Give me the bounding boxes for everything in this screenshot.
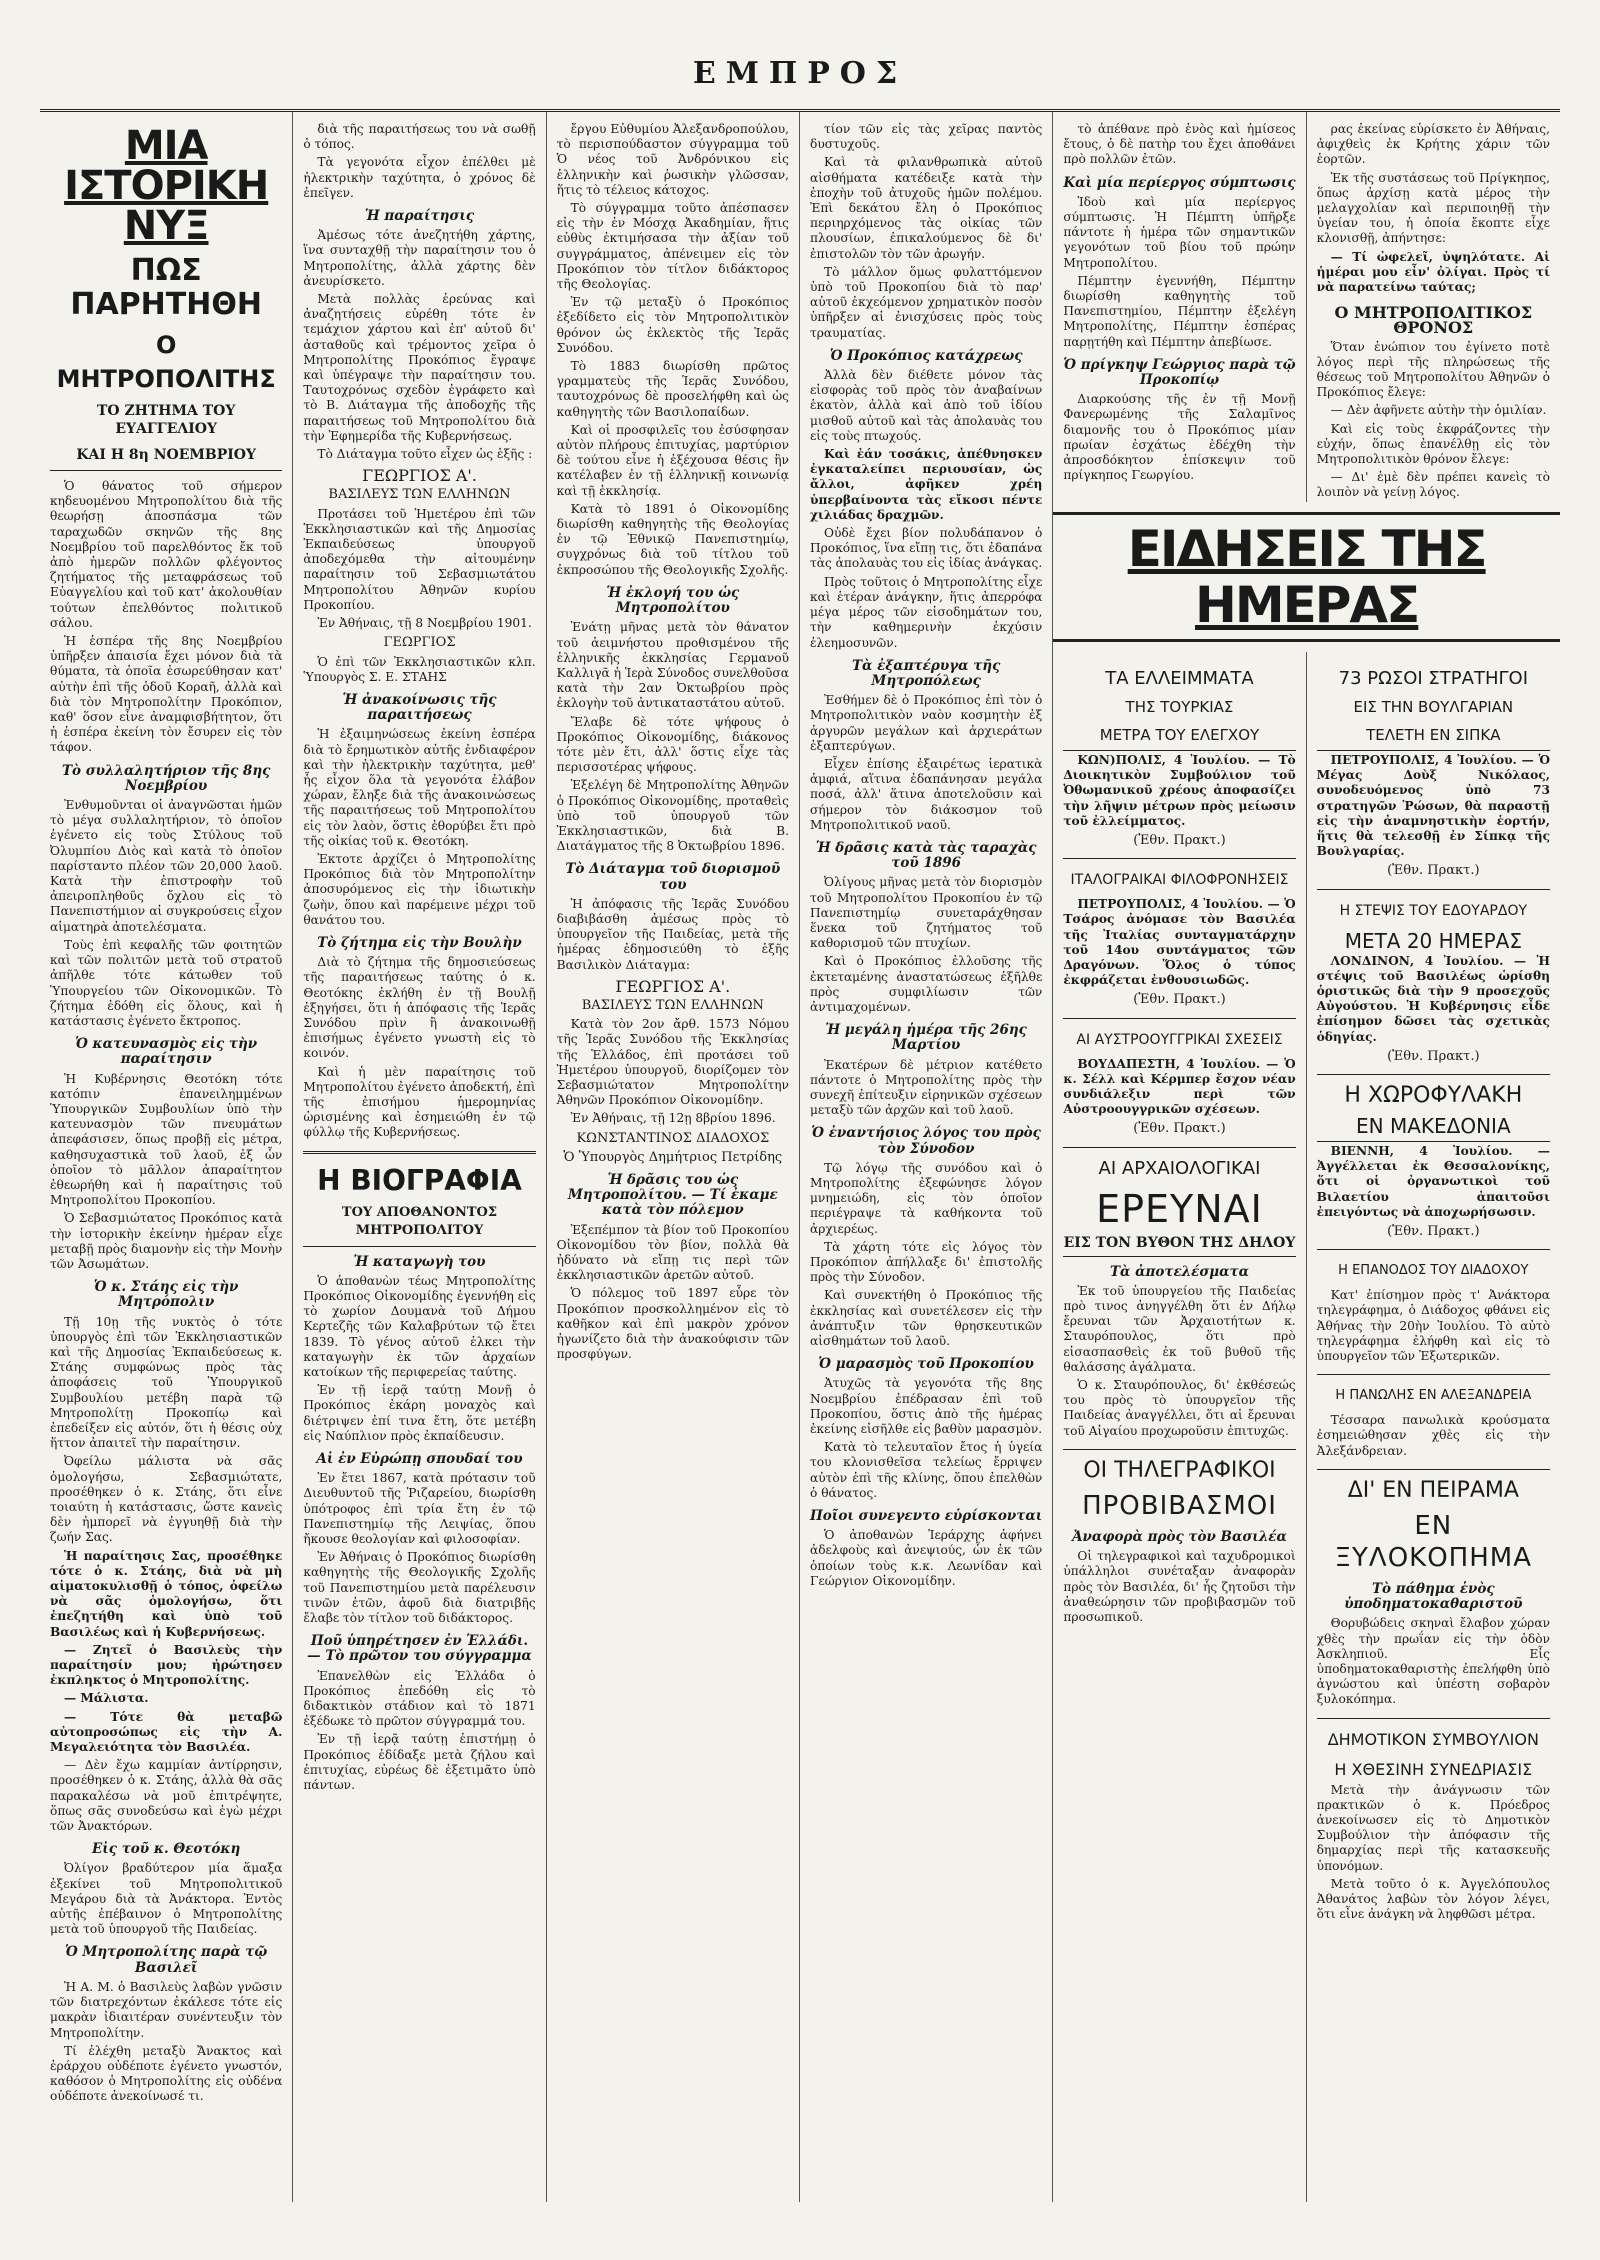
news-subheadline: ΤΗΣ ΤΟΥΡΚΙΑΣ xyxy=(1125,698,1234,716)
paragraph: Ἐκατέρων δὲ μέτριον κατέθετο πάντοτε ὁ Μητροπολίτης πρὸς τὴν συνεχῆ ἐπίτευξιν εἰρηνικῶν σχέσεων μεταξὺ τῶν ἀρχῶν καὶ τοῦ λαοῦ. xyxy=(809,1057,1043,1118)
news-subheadline: ΕΙΣ ΤΗΝ ΒΟΥΛΓΑΡΙΑΝ xyxy=(1353,698,1514,716)
paragraph: Καὶ ἡ μὲν παραίτησις τοῦ Μητροπολίτου ἐγένετο ἀποδεκτή, ἐπὶ τῆς ἐπισήμου ἡμερομηνίας ὡρισμένης καὶ ἐσημειώθη ἐν τῷ φύλλῳ τῆς Κυβερνήσεως. xyxy=(303,1064,536,1140)
paragraph: Ὁ ἀποθανὼν Ἱεράρχης ἀφήνει ἀδελφοὺς καὶ ἀνεψιούς, ὧν ἐκ τῶν ὁποίων τοὺς κ.κ. Λεωνίδαν καὶ Γεώργιον Οἰκονομίδην. xyxy=(809,1528,1043,1588)
paragraph: Οἱ τηλεγραφικοὶ καὶ ταχυδρομικοὶ ὑπάλληλοι συνέταξαν ἀναφορὰν πρὸς τὸν Βασιλέα, δι' ἧς ζητοῦσι τὴν ἀναθεώρησιν τῶν προβιβασμῶν τοῦ προσωπικοῦ. xyxy=(1063,1549,1296,1624)
news-dispatch: ΒΟΥΔΑΠΕΣΤΗ, 4 Ἰουλίου. — Ὁ κ. Σέλλ καὶ Κέρμπερ ἔσχον νέαν συνδιάλεξιν περὶ τῶν Αὐστροουγγρικῶν σχέσεων. xyxy=(1063,1056,1296,1117)
paragraph: Κατ' ἐπίσημον πρὸς τ' Ἀνάκτορα τηλεγράφημα, ὁ Διάδοχος φθάνει εἰς Ἀθήνας τὴν 20ὴν Ἰουλίου. Τὸ αὐτὸ τηλεγράφημα ἐλήφθη καὶ εἰς τὸ ὑπουργεῖον τῶν Ἐξωτερικῶν. xyxy=(1316,1288,1550,1364)
paragraph: Ὁ Σεβασμιώτατος Προκόπιος κατὰ τὴν ἱστορικὴν ἐκείνην ἡμέραν εἶχε μεταβῇ πρὸς διαμονὴν εἰς τὴν Μονὴν τῶν Ἀσωμάτων. xyxy=(50,1211,283,1271)
paragraph: Ἐκτοτε ἀρχίζει ὁ Μητροπολίτης Προκόπιος διὰ τὸν Μητροπολίτην ἀποσυρόμενος εἰς τὴν ἰδιωτικὴν ζωὴν, ὅπου καὶ παρέμεινε μέχρι τοῦ θανάτου του. xyxy=(303,851,536,927)
news-dispatch: ΒΙΕΝΝΗ, 4 Ἰουλίου. — Ἀγγέλλεται ἐκ Θεσσαλονίκης, ὅτι οἱ ὀργανωτικοὶ τοῦ Βιλαετίου ἀπαιτοῦσι ἐπειγόντως νὰ ἀποχωρήσωσιν. xyxy=(1316,1144,1550,1219)
paragraph: Τί ἐλέχθη μεταξὺ Ἄνακτος καὶ ἐράρχου οὐδέποτε ἐγένετο γνωστόν, καθόσον ὁ Μητροπολίτης εἰς οὐδένα οὐδέποτε ἀνεκοίνωσέ τι. xyxy=(50,2043,283,2104)
column-2 xyxy=(293,112,546,2202)
paragraph: — Δὲν ἀφῆνετε αὐτὴν τὴν ὁμιλίαν. xyxy=(1330,403,1547,418)
news-headline: ΑΙ ΑΥΣΤΡΟΟΥΓΓΡΙΚΑΙ ΣΧΕΣΕΙΣ xyxy=(1063,1018,1295,1053)
column-4 xyxy=(800,112,1053,2202)
paragraph: Τέσσαρα πανωλικὰ κρούσματα ἐσημειώθησαν χθὲς εἰς τὴν Ἀλεξάνδρειαν. xyxy=(1316,1413,1550,1458)
paragraph: Ἡ ἀπόφασις τῆς Ἱερᾶς Συνόδου διαβιβάσθη ἀμέσως πρὸς τὸ ὑπουργεῖον τῆς Παιδείας, μετὰ τῆς ἡμέρας ἐδημοσιεύθη τὸ ἑξῆς Βασιλικὸν Διάταγμα: xyxy=(556,896,789,972)
news-dispatch: ΛΟΝΔΙΝΟΝ, 4 Ἰουλίου. — Ἡ στέψις τοῦ Βασιλέως ὡρίσθη ὁριστικῶς διὰ τὴν 9 προσεχοῦς Αὐγούστου. Ἡ Κυβέρνησις εἶδε ἐπίσημον δῶσει τὰς σχετικὰς ὁδηγίας. xyxy=(1316,953,1550,1044)
paragraph: Ὁ θάνατος τοῦ σήμερον κηδευομένου Μητροπολίτου διὰ τῆς θεωρήσῃ ἀποσπάσμα τῶν ταραχωδῶν σκηνῶν τῆς 8ης Νοεμβρίου τοῦ παρελθόντος ἔκ τοῦ ἀπὸ ἡμερῶν πολλῶν φλέγοντος ζητήματος τῆς μεταφράσεως τοῦ Εὐαγγελίου καὶ τοῦ κατ' ἀκολουθίαν τούτων ἐπελθόντος πολιτικοῦ σάλου. xyxy=(50,479,283,630)
paragraph-bold: Καὶ ἐάν τοσάκις, ἀπέθνησκεν ἐγκαταλείπει περιουσίαν, ὡς ἄλλοι, ἀφῆκεν χρέη ὑπερβαίνοντα τὰς εἴκοσι πέντε χιλιάδας δραχμῶν. xyxy=(809,447,1043,522)
decree-signature: ΓΕΩΡΓΙΟΣ Α'. xyxy=(362,466,477,486)
news-headline: ΤΑ ΕΛΛΕΙΜΜΑΤΑ xyxy=(1105,668,1254,689)
decree-signature: ΓΕΩΡΓΙΟΣ xyxy=(383,635,456,651)
paragraph: Ἐξελέγη δὲ Μητροπολίτης Ἀθηνῶν ὁ Προκόπιος Οἰκονομίδης, προταθεὶς ὑπὸ τοῦ ὑπουργοῦ τῶν Ἐκκλησιαστικῶν, διὰ Β. Διατάγματος τῆς 8 Ὀκτωβρίου 1896. xyxy=(556,778,789,854)
section-heading: Εἰς τοῦ κ. Θεοτόκη xyxy=(91,1841,241,1858)
paragraph: Καὶ ὁ Προκόπιος ἐλλοῦσης τῆς ἐκτεταμένης ἀναστατώσεως ἐξῆλθε πρὸς συμφιλίωσιν τῶν ἀντιμαχομένων. xyxy=(809,954,1043,1014)
paragraph: Διὰ τὸ ζήτημα τῆς δημοσιεύσεως τῆς παραιτήσεως ταύτης ὁ κ. Θεοτόκης ἐκλήθη ἐν τῇ Βουλῇ ἐξηγήσει, ὅτι ἡ ἀπόφασις τῆς Ἱερᾶς Συνόδου πρὶν ἢ ἀνακοινωθῇ ἐπισήμως ἐγένετο γνωστὴ εἰς τὸ κοινόν. xyxy=(303,955,536,1061)
paragraph: Ἐσθήμεν δὲ ὁ Προκόπιος ἐπὶ τὸν ὁ Μητροπολιτικὸν ναὸν κοσμητὴν ἐξ ἀργυρῶν μεγάλων καὶ ἀρχιεράτων ἐξαπτερύγων. xyxy=(809,693,1043,753)
section-heading: Ἡ ἐκλογή του ὡς Μητροπολίτου xyxy=(606,584,740,617)
paragraph: Τοὺς ἐπὶ κεφαλῆς τῶν φοιτητῶν καὶ τῶν πολιτῶν μετὰ τοῦ στρατοῦ ἀπῆλθε τότε κάτωθεν τοῦ Ὑπουργείου τῶν Οἰκονομικῶν. Τὸ ζήτημα ἐδόθη εἰς ὅλους, καὶ ἡ κατάστασις ἐγένετο ἔκτροπος. xyxy=(50,937,283,1028)
paragraph: — Δὲν ἔχω καμμίαν ἀντίρρησιν, προσέθηκεν ὁ κ. Στάης, ἀλλὰ θὰ σᾶς παρακαλέσω νὰ μοῦ ἐπιτρέψητε, ὅπως σᾶς συνοδεύσω καὶ ἐγὼ μέχρι τῶν Ἀνακτόρων. xyxy=(50,1758,283,1834)
paragraph: Μετὰ πολλὰς ἐρεύνας καὶ ἀναζητήσεις εὑρέθη τότε ἐν τεμάχιον χάρτου καὶ ἐπ' αὐτοῦ δι' ἀσταθοῦς καὶ τρέμοντος χεῖρα ὁ Μητροπολίτης Προκόπιος ἔγραψε καὶ ὑπέγραψε τὴν παραίτησιν του. Ταυτοχρόνως σχεδὸν ἐγράφετο καὶ τὸ Β. Διάταγμα τῆς ἀποδοχῆς τῆς παραιτήσεως τοῦ Μητροπολίτου διὰ τὴν Ἐφημερίδα τῆς Κυβερνήσεως. xyxy=(303,292,536,443)
news-subheadline: ΜΕΤΡΑ ΤΟΥ ΕΛΕΓΧΟΥ xyxy=(1063,724,1295,751)
paragraph: Τὸ 1883 διωρίσθη πρῶτος γραμματεὺς τῆς Ἱερᾶς Συνόδου, ταυτοχρόνως δὲ προσελήφθη καὶ ὡς καθηγητὴς τῶν Βασιλοπαίδων. xyxy=(556,359,789,419)
paragraph: Ἡ Α. Μ. ὁ Βασιλεὺς λαβὼν γνῶσιν τῶν διατρεχόντων ἐκάλεσε τότε εἰς μακρὰν ἰδιαιτέραν συνέντευξιν τὸν Μητροπολίτην. xyxy=(50,1979,283,2040)
column-5-top xyxy=(1053,112,1306,502)
paragraph-bold: — Τί ὠφελεῖ, ὑψηλότατε. Αἱ ἡμέραι μου εἶν' ὀλίγαι. Πρὸς τί νὰ παρατείνω ταύτας; xyxy=(1316,249,1550,295)
news-headline: Η ΕΠΑΝΟΔΟΣ ΤΟΥ ΔΙΑΔΟΧΟΥ xyxy=(1317,1249,1550,1284)
section-heading: Ὁ μαρασμὸς τοῦ Προκοπίου xyxy=(818,1356,1034,1373)
paragraph: Ἐν Ἀθήναις ὁ Προκόπιος διωρίσθη καθηγητὴς τῆς Θεολογικῆς Σχολῆς τοῦ Πανεπιστημίου μετὰ παρέλευσιν τινῶν ἐτῶν, ἀφοῦ διὰ διατριβῆς ἔλαβε τὸν τίτλον τοῦ διδάκτορος. xyxy=(303,1550,536,1626)
section-heading: Ἡ δρᾶσις του ὡς Μητροπολίτου. — Τί ἐκαμε κατὰ τὸν πόλεμον xyxy=(567,1172,778,1219)
paragraph: Ἀλλὰ δὲν διέθετε μόνον τὰς εἰσφορὰς τοῦ πρὸς τὸν ἀναβαίνων ἑκατὸν, ἀλλὰ καὶ ἀπὸ τοῦ ἰδίου μισθοῦ αὐτοῦ καὶ τὰς ἀπολαυὰς του εἰς τοὺς πτωχούς. xyxy=(809,368,1043,443)
section-heading: Τὸ ζήτημα εἰς τὴν Βουλὴν xyxy=(317,934,522,951)
news-source: (Ἐθν. Πρακτ.) xyxy=(1133,992,1226,1008)
news-source: (Ἐθν. Πρακτ.) xyxy=(1387,863,1480,879)
column-1 xyxy=(40,112,293,2202)
paragraph: Ἐν τῇ ἱερᾷ ταύτῃ Μονῇ ὁ Προκόπιος ἐκάρη μοναχὸς καὶ διέτριψεν ἐπί τινα ἔτη, ὅτε μετέβη εἰς Ναύπλιον πρὸς ἐκπαίδευσιν. xyxy=(303,1383,536,1443)
news-source: (Ἐθν. Πρακτ.) xyxy=(1387,1224,1480,1240)
paragraph: Θορυβώδεις σκηναὶ ἔλαβον χώραν χθὲς τὴν πρωΐαν εἰς τὴν ὁδὸν Ἀσκληπιοῦ. Εἷς ὑποδηματοκαθαριστὴς ἐπελήφθη ὑπὸ ἀγνώστου καὶ ὑπέστη σοβαρὸν ξυλοκόπημα. xyxy=(1316,1616,1550,1707)
paragraph: Καὶ εἰς τοὺς ἐκφράζοντες τὴν εὐχήν, ὅπως ἐπανέλθῃ εἰς τὸν Μητροπολιτικὸν θρόνον ἔλεγε: xyxy=(1316,421,1550,467)
news-headline: Η ΠΑΝΩΛΗΣ ΕΝ ΑΛΕΞΑΝΔΡΕΙΑ xyxy=(1317,1374,1550,1409)
news-source: (Ἐθν. Πρακτ.) xyxy=(1133,833,1226,849)
news-subheadline: ΕΝ ΜΑΚΕΔΟΝΙΑ xyxy=(1317,1115,1550,1142)
headline-sub: ΠΩΣ ΠΑΡΗΤΗΘΗ xyxy=(70,253,262,322)
column-6-top xyxy=(1307,112,1560,502)
decree-signature: ΓΕΩΡΓΙΟΣ Α'. xyxy=(615,976,731,996)
paragraph: Ὁ ἀποθανὼν τέως Μητροπολίτης Προκόπιος Οἰκονομίδης ἐγεννήθη εἰς τὸ χωρίον Δουμανὰ τοῦ Δήμου Κερτεζῆς τῶν Καλαβρύτων τῷ ἔτει 1839. Τὸ γένος αὐτοῦ ἐλκει τὴν καταγωγὴν ἐκ τῶν ἀρχαίων κατοίκων τῆς περιφερείας ταύτης. xyxy=(303,1273,536,1380)
masthead xyxy=(40,48,1560,112)
paragraph: Τὸ σύγγραμμα τοῦτο ἀπέσπασεν εἰς τὴν ἐν Μόσχᾳ Ἀκαδημίαν, ἥτις εὐθὺς ἐκτιμήσασα τὴν ἀξίαν τοῦ συγγράμματος, ἀπένειμεν εἰς τὸν Προκόπιον τὸν τίτλον διδάκτορος τῆς Θεολογίας. xyxy=(556,201,789,292)
section-heading: Ἡ μεγάλη ἡμέρα τῆς 26ης Μαρτίου xyxy=(825,1022,1027,1054)
news-source: (Ἐθν. Πρακτ.) xyxy=(1133,1121,1226,1137)
section-heading: Ὁ πρίγκηψ Γεώργιος παρὰ τῷ Προκοπίῳ xyxy=(1063,356,1296,389)
column-6-bottom xyxy=(1307,652,1560,2202)
paragraph: διὰ τῆς παραιτήσεως του νὰ σωθῇ ὁ τόπος. xyxy=(303,122,536,152)
paragraph: Καὶ συνεκτήθη ὁ Προκόπιος τῆς ἐκκλησίας καὶ συνετέλεσεν εἰς τὴν ἀνάπτυξιν τῶν θρησκευτικῶν αἰσθημάτων τοῦ λαοῦ. xyxy=(809,1288,1043,1349)
news-headline: Η ΧΩΡΟΦΥΛΑΚΗ xyxy=(1317,1074,1550,1109)
section-heading: Ποῦ ὑπηρέτησεν ἐν Ἑλλάδι. — Τὸ πρῶτον του σύγγραμμα xyxy=(307,1633,532,1665)
decree-signature: ΚΩΝΣΤΑΝΤΙΝΟΣ ΔΙΑΔΟΧΟΣ xyxy=(576,1130,770,1146)
headline-sub-2: Ο ΜΗΤΡΟΠΟΛΙΤΗΣ xyxy=(56,331,276,393)
news-headline: ΟΙ ΤΗΛΕΓΡΑΦΙΚΟΙ xyxy=(1063,1449,1295,1484)
paragraph: Ὁ κ. Σταυρόπουλος, δι' ἐκθέσεώς του πρὸς τὸ ὑπουργεῖον τῆς Παιδείας ἀναγγέλλει, ὅτι αἱ ἔρευναι τοῦ Αἰγαίου προχωροῦσιν ἐπιτυχῶς. xyxy=(1063,1378,1296,1438)
paragraph: Εἶχεν ἐπίσης ἐξαιρέτως ἱερατικὰ ἀμφιά, αἵτινα ἐδαπάνησαν μεγάλα ποσά, ἀλλ' ἅτινα ἀποτελοῦσιν καὶ σήμερον τὸν διάκοσμον τοῦ Μητροπολιτικοῦ ναοῦ. xyxy=(809,756,1043,832)
columns-5-6-bottom xyxy=(1053,652,1560,2202)
section-heading: Ποῖοι συνεγεντο εὑρίσκονται xyxy=(810,1508,1043,1525)
decree-title: ΒΑΣΙΛΕΥΣ ΤΩΝ ΕΛΛΗΝΩΝ xyxy=(581,997,764,1013)
news-headline: ΔΗΜΟΤΙΚΟΝ ΣΥΜΒΟΥΛΙΟΝ xyxy=(1317,1718,1550,1753)
paragraph: Ἐν τῷ μεταξὺ ὁ Προκόπιος ἐξεδίδετο εἰς τὸν Μητροπολιτικὸν θρόνον ὡς ἐκλεκτὸς τῆς Ἱερᾶς Συνόδου. xyxy=(556,295,789,355)
paragraph: Κατὰ τὸ 1891 ὁ Οἰκονομίδης διωρίσθη καθηγητὴς τῆς Θεολογίας ἐν τῷ Ἐθνικῷ Πανεπιστημίῳ, συγχρόνως διὰ τοῦ τίτλου τοῦ ἐκπροσώπου τῆς Θεολογικῆς Σχολῆς. xyxy=(556,501,789,577)
paragraph-bold: Ἡ παραίτησις Σας, προσέθηκε τότε ὁ κ. Στάης, διὰ νὰ μὴ αἱματοκυλισθῇ ὁ τόπος, ὀφείλω νὰ σᾶς ὁμολογήσω, ὅτι ἐπεζητήθη καὶ ὑπὸ τοῦ Βασιλέως καὶ ἡ Κυβερνήσεως. xyxy=(50,1548,283,1639)
paragraph: Ἐνάτῃ μῆνας μετὰ τὸν θάνατον τοῦ ἀειμνήστου προθισμένου τῆς ἑλληνικῆς ἐκκλησίας Γερμανοῦ Καλλιγᾶ ἡ Ἱερὰ Σύνοδος συνελθοῦσα κατὰ τὴν 2αν Ὀκτωβρίου πρὸς ἐκλογὴν τοῦ ἀντικαταστάτου αὐτοῦ. xyxy=(556,620,789,711)
columns-5-6-top xyxy=(1053,112,1560,502)
divider xyxy=(303,1151,535,1154)
paragraph: Ἐξεπέμπον τὰ βίον τοῦ Προκοπίου Οἰκονομίδου τὸν βίον, πολλὰ θὰ ἠδύνατο νὰ εἴπῃ τις περὶ τῶν ἐκκλησιαστικῶν ἀρετῶν αὐτοῦ. xyxy=(556,1222,789,1283)
paragraph: τίον τῶν εἰς τὰς χεῖρας παντὸς δυστυχοῦς. xyxy=(809,122,1043,152)
paragraph: Τὸ μάλλον ὅμως φυλαττόμενον ὑπὸ τοῦ Προκοπίου διὰ τὸ παρ' αὐτοῦ ἐκχεόμενον χρηματικὸν ποσὸν ὑπῆρξεν αἱ ἐνισχύσεις πρὸς τοὺς τραυματίας. xyxy=(809,264,1043,340)
section-heading: Ὁ κατευνασμὸς εἰς τὴν παραίτησιν xyxy=(75,1036,258,1068)
columns-5-6 xyxy=(1053,112,1560,2202)
section-heading: Ἡ ἀνακοίνωσις τῆς παραιτήσεως xyxy=(342,691,497,724)
biography-headline: Η ΒΙΟΓΡΑΦΙΑ xyxy=(317,1163,522,1197)
paragraph: Καὶ οἱ προσφιλεῖς του ἐσύσφησαν αὐτὸν πλήρους ἐπιτυχίας, μαρτύριον δὲ τούτου εἶνε ἡ ἐξέχουσα θέσις ἣν κατέλαβεν ἐν τῇ ἑλληνικῇ κοινωνίᾳ καὶ τῇ ἐκκλησίᾳ. xyxy=(556,422,789,498)
section-heading: Τὸ Διάταγμα τοῦ διορισμοῦ του xyxy=(565,861,781,893)
news-headline: ΙΤΑΛΟΓΡΑΙΚΑΙ ΦΙΛΟΦΡΟΝΗΣΕΙΣ xyxy=(1063,858,1295,893)
news-headline: ΔΙ' ΕΝ ΠΕΙΡΑΜΑ xyxy=(1317,1469,1550,1504)
headline-sub-3: ΤΟ ΖΗΤΗΜΑ ΤΟΥ ΕΥΑΓΓΕΛΙΟΥ xyxy=(96,403,236,437)
paragraph: ἔργου Εὐθυμίου Ἀλεξανδροπούλου, τὸ περισπούδαστον σύγγραμμα τοῦ Ὁ νέος τοῦ Ἀνδρόνικου εἰς ἑλληνικὴν καὶ ῥωσικὴν γλῶσσαν, ἥτις τὸ τέλειος κάτοχος. xyxy=(556,122,789,197)
decree-title: ΒΑΣΙΛΕΥΣ ΤΩΝ ΕΛΛΗΝΩΝ xyxy=(328,487,511,503)
paragraph: Κατὰ τὸ τελευταῖον ἔτος ἡ ὑγεία του κλονισθεῖσα τελείως ἔρριψεν αὐτὸν ἐπὶ τῆς κλίνης, ὅπου ἐπελθὼν ὁ θάνατος. xyxy=(809,1440,1043,1500)
headline-main: ΜΙΑ ΙΣΤΟΡΙΚΗ ΝΥΞ xyxy=(64,123,269,249)
news-dispatch: ΠΕΤΡΟΥΠΟΛΙΣ, 4 Ἰουλίου. — Ὁ Τσάρος ἀνόμασε τὸν Βασιλέα τῆς Ἰταλίας συνταγματάρχην τοῦ 14ου συντάγματος τῶν Δραγόνων. Ὅλος ὁ τύπος ἐκφράζεται ἐνθουσιωδῶς. xyxy=(1063,897,1296,988)
paragraph: Προτάσει τοῦ Ἡμετέρου ἐπὶ τῶν Ἐκκλησιαστικῶν καὶ τῆς Δημοσίας Ἐκπαιδεύσεως ὑπουργοῦ ἀποδεχόμεθα τὴν αἰτουμένην παραίτησιν τοῦ Σεβασμιωτάτου Μητροπολίτου Ἀθηνῶν κυρίου Προκοπίου. xyxy=(303,506,536,612)
paragraph: Ἔλαβε δὲ τότε ψήφους ὁ Προκόπιος Οἰκονομίδης, διάκονος τότε μὲν ἔτι, ἀλλ' ὅστις εἶχε τὰς περισσοτέρας ψήφους. xyxy=(556,714,789,775)
news-subheadline: ΤΕΛΕΤΗ ΕΝ ΣΙΠΚΑ xyxy=(1317,724,1550,751)
news-headline: ΑΙ ΑΡΧΑΙΟΛΟΓΙΚΑΙ xyxy=(1063,1147,1295,1182)
paragraph: Ἀτυχῶς τὰ γεγονότα τῆς 8ης Νοεμβρίου ἐπέδρασαν ἐπὶ τοῦ Προκοπίου, ὅστις ἀπὸ τῆς ἡμέρας ἐκείνης εἰσῆλθε εἰς βαθὺν μαρασμὸν. xyxy=(809,1376,1043,1437)
paragraph: Ἡ Κυβέρνησις Θεοτόκη τότε κατόπιν ἐπανειλημμένων Ὑπουργικῶν Συμβουλίων ὑπὸ τὴν κατευνασμὸν τῶν πνευμάτων ἀπεφάσισεν, ὅπως προβῇ εἰς μέτρα, καθησυχαστικὰ τοῦ λαοῦ, ἐξ ὧν ὁποῖον τὸ μᾶλλον ἀπαραίτητον ἐθεωρήθη καὶ ἡ παραίτησις τοῦ Μητροπολίτου Προκοπίου. xyxy=(50,1071,283,1208)
section-heading: Ἀναφορὰ πρὸς τὸν Βασιλέα xyxy=(1072,1528,1287,1545)
masthead-title: ΕΜΠΡΟΣ xyxy=(692,56,908,91)
column-5-bottom xyxy=(1053,652,1306,2202)
news-headline-big: ΠΡΟΒΙΒΑΣΜΟΙ xyxy=(1082,1490,1277,1521)
paragraph: τὸ ἀπέθανε πρὸ ἑνὸς καὶ ἡμίσεος ἔτους, ὁ δὲ πατὴρ του ἔχει ἀποθάνει πρὸ πολλῶν ἐτῶν. xyxy=(1063,122,1296,167)
paragraph: Ἐκ τῆς συστάσεως τοῦ Πρίγκηπος, ὅπως ἀρχίσῃ κατὰ μέρος τὴν μελαγχολίαν καὶ περιποιηθῇ τὴν ὑγείαν του, ἡ ὁποία ἔκοπτε εἶχε κλονισθῇ, ἀπήντησε: xyxy=(1316,170,1550,246)
news-headline: Η ΣΤΕΨΙΣ ΤΟΥ ΕΔΟΥΑΡΔΟΥ xyxy=(1317,889,1550,924)
paragraph: Ὀφείλω μάλιστα νὰ σᾶς ὁμολογήσω, Σεβασμιώτατε, προσέθηκεν ὁ κ. Στάης, ὅτι εἶνε τοιαύτη ἡ κατάστασις, ὥστε κανεὶς δὲν ἠμπορεῖ νὰ ἐγγυηθῇ διὰ τὴν ζωήν Σας. xyxy=(50,1454,283,1545)
paragraph: — Δι' ἐμὲ δὲν πρέπει κανεὶς τὸ λοιπὸν νὰ γείνῃ λόγος. xyxy=(1316,470,1550,500)
paragraph: Τὰ χάρτη τότε εἰς λόγος τὸν Προκόπιον ἀπήλλαξε δι' ἐπιστολῆς πρὸς τὴν Σύνοδον. xyxy=(809,1239,1043,1285)
paragraph: Ἀμέσως τότε ἀνεζητήθη χάρτης, ἵνα συνταχθῇ τὴν παραίτησιν του ὁ Μητροπολίτης, ἀλλὰ χάρτης δὲν ἀνευρίσκετο. xyxy=(303,228,536,288)
section-heading: Ἡ δρᾶσις κατὰ τὰς ταραχὰς τοῦ 1896 xyxy=(815,839,1037,872)
paragraph: Τῇ 10ῃ τῆς νυκτὸς ὁ τότε ὑπουργὸς ἐπὶ τῶν Ἐκκλησιαστικῶν καὶ τῆς Δημοσίας Ἐκπαιδεύσεως κ. Στάης συμφώνως πρὸς τὰς ἀποφάσεις τοῦ Ὑπουργικοῦ Συμβουλίου μετέβη παρὰ τῷ Μητροπολίτῃ Προκοπίῳ καὶ ἐπεδείξεν εἰς αὐτόν, ὅτι ἡ θέσις οὐχ ἥττον ἀπαιτεῖ τὴν παραίτησιν. xyxy=(50,1314,283,1451)
paragraph: Ὅταν ἐνώπιον του ἐγίνετο ποτὲ λόγος περὶ τῆς πληρώσεως τῆς θέσεως τοῦ Μητροπολίτου Ἀθηνῶν ὁ Προκόπιος ἔλεγε: xyxy=(1316,339,1550,400)
section-heading: Ὁ ἐναντήσιος λόγος του πρὸς τὸν Σύνοδον xyxy=(811,1125,1041,1157)
paragraph: Τὸ Διάταγμα τοῦτο εἶχεν ὡς ἑξῆς : xyxy=(317,447,533,462)
columns xyxy=(40,112,1560,2202)
news-subheadline: ΕΙΣ ΤΟΝ ΒΥΘΟΝ ΤΗΣ ΔΗΛΟΥ xyxy=(1063,1234,1295,1257)
paragraph: Μετὰ τὴν ἀνάγνωσιν τῶν πρακτικῶν ὁ κ. Πρόεδρος ἀνεκοίνωσεν εἰς τὸ Δημοτικὸν Συμβούλιον τὴν ἀπόφασιν τῆς δημαρχίας περὶ τῆς κατασκευῆς ὑπονόμων. xyxy=(1316,1782,1550,1873)
paragraph: Ἐν Ἀθήναις, τῇ 12ῃ 8βρίου 1896. xyxy=(570,1111,776,1126)
news-subheadline: Η ΧΘΕΣΙΝΗ ΣΥΝΕΔΡΙΑΣΙΣ xyxy=(1334,1759,1533,1779)
decree-minister: Ὁ Ὑπουργὸς Δημήτριος Πετρίδης xyxy=(563,1149,783,1165)
paragraph: Ἡ ἑσπέρα τῆς 8ης Νοεμβρίου ὑπῆρξεν ἀπαισία ἔχει μόνον διὰ τὰ θύματα, τὰ ὁποῖα ἐσωρεύθησαν κατ' αὐτὴν ἐπὶ τῆς ὁδοῦ Κοραῆ, ἀλλὰ καὶ διὰ τὸν Μητροπολίτην Προκόπιον, καθ' ὅσον εἶνε ἀναμφισβήτητον, ὅτι ἡ ἑσπέρα ἐκείνη τὸν ἔσυρεν εἰς τὸν τάφον. xyxy=(50,634,283,755)
column-3 xyxy=(547,112,800,2202)
section-heading: Τὰ ἀποτελέσματα xyxy=(1109,1263,1250,1280)
paragraph: Ἡ ἐξαιμηνώσεως ἐκείνη ἑσπέρα διὰ τὸ ἔρημωτικὸν αὐτῆς ἐνδιαφέρον καὶ τὴν ἠλεκτρικὴν ταχύτητα, μεθ' ἧς εἶχον ὅλα τὰ γεγονότα ἐλάβον χώραν, ἔληξε διὰ τῆς ἀνακοινώσεως τῆς παραιτήσεως τοῦ Μητροπολίτου εἰς τὸν λαὸν, ὅστις ἐθορύβει ἔτι πρὸ τῆς οἰκίας τοῦ κ. Θεοτόκη. xyxy=(303,727,536,848)
paragraph: Οὐδὲ ἔχει βίον πολυδάπανον ὁ Προκόπιος, ἵνα εἴπῃ τις, ὅτι ἐδαπάνα τὰς ἀπολαυὰς του εἰς ἰδίας ἀνάγκας. xyxy=(809,526,1043,571)
section-heading: Τὸ συλλαλητήριον τῆς 8ης Νοεμβρίου xyxy=(61,762,271,794)
news-source: (Ἐθν. Πρακτ.) xyxy=(1387,1048,1480,1064)
news-subheadline: ΜΕΤΑ 20 ΗΜΕΡΑΣ xyxy=(1344,928,1522,953)
news-headline: 73 ΡΩΣΟΙ ΣΤΡΑΤΗΓΟΙ xyxy=(1338,668,1529,689)
paragraph: Κατὰ τὸν 2ον ἄρθ. 1573 Νόμου τῆς Ἱερᾶς Συνόδου τῆς Ἐκκλησίας τῆς Ἑλλάδος, ἐπὶ προτάσει τοῦ Ἡμετέρου ὑπουργοῦ, διορίζομεν τὸν Σεβασμιώτατον Μητροπολίτην Ἀθηνῶν Προκόπιον Οἰκονομίδην. xyxy=(556,1017,789,1108)
news-dispatch: ΠΕΤΡΟΥΠΟΛΙΣ, 4 Ἰουλίου. — Ὁ Μέγας Δοὺξ Νικόλαος, συνοδευόμενος ὑπὸ 73 στρατηγῶν Ῥώσων, θὰ παραστῇ εἰς τὴν ἀναμνηστικὴν ἑορτήν, ἥτις θὰ τελεσθῇ ἐν Σίπκᾳ τῆς Βουλγαρίας. xyxy=(1316,753,1550,859)
section-heading: Ο ΜΗΤΡΟΠΟΛΙΤΙΚΟΣ ΘΡΟΝΟΣ xyxy=(1334,303,1533,338)
section-heading: Αἱ ἐν Εὐρώπῃ σπουδαί του xyxy=(316,1451,523,1468)
paragraph: Ἐν τῇ ἱερᾷ ταύτῃ ἐπιστήμῃ ὁ Προκόπιος ἐδίδαξε μετὰ ζήλου καὶ ἐπιτυχίας, εὐρέως δὲ ἐξετιμᾶτο ὑπὸ πάντων. xyxy=(303,1732,536,1793)
paragraph: Καὶ τὰ φιλανθρωπικὰ αὐτοῦ αἰσθήματα κατέδειξε κατὰ τὴν ἐποχὴν τοῦ ἀτυχοῦς ἡμῶν πολέμου. Ἐπὶ δεκάτου ἔλη ὁ Προκόπιος περιηρχόμενος τὰς οἰκίας τῶν πλουσίων, ἐπικαλούμενος δὲ δι' ἐπιστολῶν τὸν τῶν ἀρωγήν. xyxy=(809,155,1043,261)
paragraph: Ἐν Ἀθήναις, τῇ 8 Νοεμβρίου 1901. xyxy=(317,616,532,631)
paragraph: Τὰ γεγονότα εἶχον ἐπέλθει μὲ ἠλεκτρικὴν ταχύτητα, ὁ χρόνος δὲ ἐπεῖγεν. xyxy=(303,155,536,200)
paragraph: Ὁ ἐπὶ τῶν Ἐκκλησιαστικῶν κλπ. Ὑπουργὸς Σ. Ε. ΣΤΑΗΣ xyxy=(303,654,536,684)
paragraph: Ὀλίγους μῆνας μετὰ τὸν διορισμὸν τοῦ Μητροπολίτου Προκοπίου ἐν τῷ Πανεπιστημίῳ συνεταράχθησαν ἕνεκα τοῦ ζητήματος τοῦ καθορισμοῦ τῶν πτυχίων. xyxy=(809,875,1043,951)
headline-sub-4: ΚΑΙ Η 8η ΝΟΕΜΒΡΙΟΥ xyxy=(50,446,282,471)
paragraph: Ἐνθυμοῦνται οἱ ἀναγνῶσται ἡμῶν τὸ μέγα συλλαλητήριον, τὸ ὁποῖον ἐγένετο εἰς τοὺς Στύλους τοῦ Ὀλυμπίου Διὸς καὶ κατὰ τὸ ὁποῖον παρίσταντο πλέον τῶν 20,000 λαοῦ. Κατὰ τὴν ἐπιστροφὴν τοῦ ἀπειροπληθοῦς ὄχλου εἰς τὸ Πανεπιστήμιον αἱ συγκρούσεις εἶχον αἱματηρὰ ἀποτελέσματα. xyxy=(50,798,283,934)
paragraph: Ἰδοὺ καὶ μία περίεργος σύμπτωσις. Ἡ Πέμπτη ὑπῆρξε πάντοτε ἡ ἡμέρα τῶν σημαντικῶν γεγονότων τοῦ βίου τοῦ πρώην Μητροπολίτου. xyxy=(1063,194,1296,270)
news-headline-big: ΕΡΕΥΝΑΙ xyxy=(1096,1186,1263,1231)
section-heading: Ὁ Μητροπολίτης παρὰ τῷ Βασιλεῖ xyxy=(65,1944,268,1976)
section-heading: Καὶ μία περίεργος σύμπτωσις xyxy=(1063,174,1296,191)
section-heading: Ὁ κ. Στάης εἰς τὴν Μητρόπολιν xyxy=(93,1279,239,1311)
paragraph: Ἐν ἔτει 1867, κατὰ πρότασιν τοῦ Διευθυντοῦ τῆς Ῥιζαρείου, διωρίσθη ὑπότροφος ἐπὶ τρία ἔτη ἐν τῷ Πανεπιστημίῳ τῆς Λειψίας, ὅπου ἤκουσε θεολογίαν καὶ φιλοσοφίαν. xyxy=(303,1471,536,1547)
section-heading: Τὰ ἐξαπτέρυγα τῆς Μητροπόλεως xyxy=(851,657,1001,689)
biography-subheadline: ΤΟΥ ΑΠΟΘΑΝΟΝΤΟΣ ΜΗΤΡΟΠΟΛΙΤΟΥ xyxy=(303,1204,535,1247)
paragraph: Ἐπανελθὼν εἰς Ἑλλάδα ὁ Προκόπιος ἐπεδόθη εἰς τὸ διδακτικὸν στάδιον καὶ τὸ 1871 ἐξέδωκε τὸ πρῶτον σύγγραμμά του. xyxy=(303,1668,536,1729)
paragraph: Διαρκούσης τῆς ἐν τῇ Μονῇ Φανερωμένης τῆς Σαλαμῖνος διαμονῆς του ὁ Προκόπιος μίαν πρωίαν ἐσχάτως ἐδέχθη τὴν ἀπροσδόκητον ἐπίσκεψιν τοῦ πρίγκηπος Γεωργίου. xyxy=(1063,392,1296,483)
paragraph-bold: — Τότε θὰ μεταβῶ αὐτοπροσώπως εἰς τὴν Α. Μεγαλειότητα τὸν Βασιλέα. xyxy=(50,1709,283,1755)
paragraph: Ἐκ τοῦ ὑπουργείου τῆς Παιδείας πρὸ τινος ἀνηγγέλθη ὅτι ἐν Δήλῳ ἔρευναι τῶν Ἀρχαιοτήτων κ. Σταυρόπουλος, ὅτι πρὸ εἰσασπασθεὶς ἐκ τοῦ βυθοῦ τῆς θαλάσσης ἀγάλματα. xyxy=(1063,1283,1296,1374)
paragraph: Τῷ λόγῳ τῆς συνόδου καὶ ὁ Μητροπολίτης ἐξεφώνησε λόγον μνημειώδη, εἰς τὸν ὁποῖον περιέγραψε τὰ καθήκοντα τοῦ ἀρχιερέως. xyxy=(809,1160,1043,1236)
news-dispatch: ΚΩΝ)ΠΟΛΙΣ, 4 Ἰουλίου. — Τὸ Διοικητικὸν Συμβούλιον τοῦ Ὀθωμανικοῦ χρέους ἀποφασίζει τὴν λῆψιν μέτρων πρὸς μείωσιν τοῦ ἐλλείμματος. xyxy=(1063,753,1296,828)
paragraph: Ὀλίγον βραδύτερον μία ἅμαξα ἐξεκίνει τοῦ Μητροπολιτικοῦ Μεγάρου διὰ τὰ Ἀνάκτορα. Ἐντὸς αὐτῆς ἐπέβαινον ὁ Μητροπολίτης μετὰ τοῦ ὑπουργοῦ τῆς Παιδείας. xyxy=(50,1861,283,1937)
news-headline-big: ΕΝ ΞΥΛΟΚΟΠΗΜΑ xyxy=(1334,1510,1533,1573)
news-of-the-day-banner: ΕΙΔΗΣΕΙΣ ΤΗΣ ΗΜΕΡΑΣ xyxy=(1053,512,1560,642)
section-heading: Ὁ Προκόπιος κατάχρεως xyxy=(829,347,1023,364)
section-heading: Ἡ παραίτησις xyxy=(364,208,475,225)
section-heading: Τὸ πάθημα ἑνὸς ὑποδηματοκαθαριστοῦ xyxy=(1344,1580,1523,1613)
paragraph: Πέμπτην ἐγεννήθη, Πέμπτην διωρίσθη καθηγητὴς τοῦ Πανεπιστημίου, Πέμπτην ἐξελέγη Μητροπολίτης, Πέμπτην ἑσπέρας παρῃτήθη καὶ Πέμπτην ἀπεβίωσε. xyxy=(1063,273,1296,349)
paragraph-bold: — Μάλιστα. xyxy=(64,1691,149,1706)
paragraph-bold: — Ζητεῖ ὁ Βασιλεὺς τὴν παραίτησίν μου; ἠρώτησεν ἐκπληκτος ὁ Μητροπολίτης. xyxy=(50,1642,283,1688)
section-heading: Ἡ καταγωγὴ του xyxy=(353,1253,486,1270)
paragraph: ρας ἐκείνας εὑρίσκετο ἐν Ἀθήναις, ἀφιχθεὶς ἐκ Κρήτης χάριν τῶν ἑορτῶν. xyxy=(1316,122,1550,167)
paragraph: Μετὰ τοῦτο ὁ κ. Ἀγγελόπουλος Ἀθανάτος λαβὼν τὸν λόγον λέγει, ὅτι εἶνε ἀνάγκη νὰ ληφθῶσι μέτρα. xyxy=(1316,1876,1550,1922)
paragraph: Πρὸς τοῦτοις ὁ Μητροπολίτης εἶχε καὶ ἑτέραν ἀνάγκην, ἥτις ἀπερρόφα μέγα μέρος τῶν εἰσοδημάτων του, τὴν καθημερινὴν ἐκχύσιν ἐλεημοσυνῶν. xyxy=(809,574,1043,650)
paragraph: Ὁ πόλεμος τοῦ 1897 εὗρε τὸν Προκόπιον προσκολλημένον εἰς τὸ καθῆκον καὶ ἐπὶ μακρὸν χρόνον ἠγωνίζετο διὰ τὴν ἀνακούφισιν τῶν προσφύγων. xyxy=(556,1286,789,1362)
